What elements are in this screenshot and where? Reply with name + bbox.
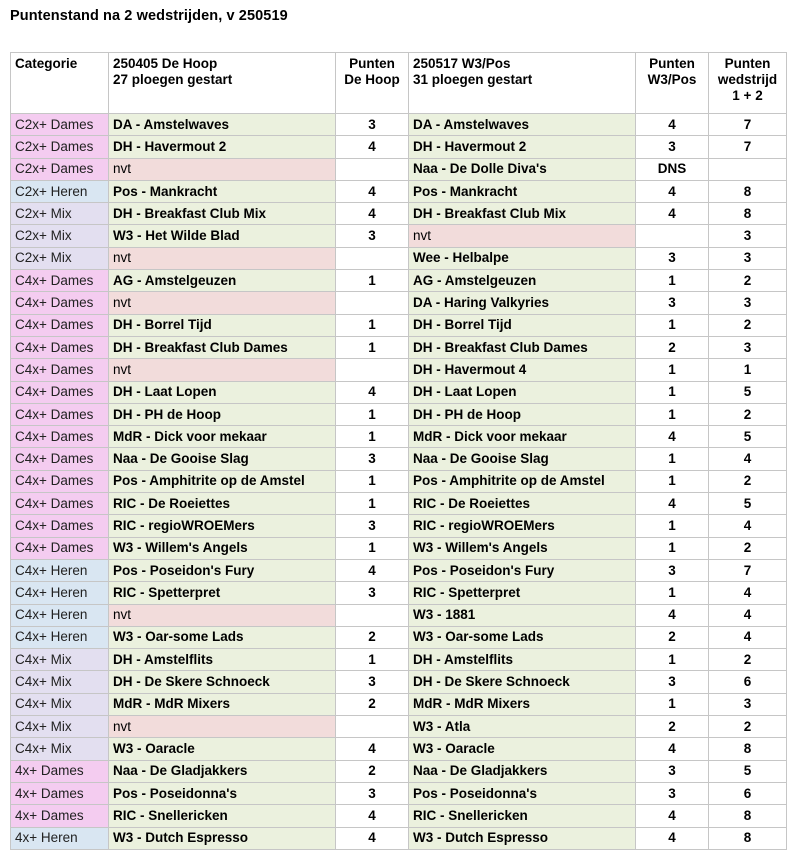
- team-race2-cell: DH - Laat Lopen: [409, 381, 636, 403]
- team-race1-cell: MdR - MdR Mixers: [109, 693, 336, 715]
- points-race1-cell: 1: [336, 403, 409, 425]
- team-race1-cell: W3 - Oar-some Lads: [109, 626, 336, 648]
- points-total-cell: 1: [709, 359, 787, 381]
- points-race1-cell: 3: [336, 671, 409, 693]
- points-race1-cell: 1: [336, 336, 409, 358]
- points-total-cell: 2: [709, 649, 787, 671]
- points-race2-cell: 3: [636, 760, 709, 782]
- team-race2-cell: RIC - Spetterpret: [409, 582, 636, 604]
- points-race2-cell: 4: [636, 180, 709, 202]
- header-race2-name: 250517 W3/Pos: [413, 56, 511, 71]
- team-race2-cell: W3 - Oar-some Lads: [409, 626, 636, 648]
- team-race2-cell: W3 - Oaracle: [409, 738, 636, 760]
- category-cell: C4x+ Heren: [11, 559, 109, 581]
- team-race1-cell: W3 - Oaracle: [109, 738, 336, 760]
- team-race2-cell: DH - Borrel Tijd: [409, 314, 636, 336]
- category-cell: C4x+ Heren: [11, 582, 109, 604]
- points-race1-cell: 4: [336, 203, 409, 225]
- table-row: [11, 626, 787, 648]
- team-race1-cell: AG - Amstelgeuzen: [109, 270, 336, 292]
- category-cell: C2x+ Mix: [11, 247, 109, 269]
- category-cell: C4x+ Dames: [11, 359, 109, 381]
- points-total-cell: 8: [709, 203, 787, 225]
- team-race1-cell: Pos - Poseidon's Fury: [109, 559, 336, 581]
- team-race2-cell: Pos - Mankracht: [409, 180, 636, 202]
- points-race2-cell: 1: [636, 314, 709, 336]
- category-cell: C4x+ Heren: [11, 604, 109, 626]
- table-row: [11, 426, 787, 448]
- points-race1-cell: 2: [336, 760, 409, 782]
- points-race2-cell: 2: [636, 626, 709, 648]
- points-total-cell: 3: [709, 693, 787, 715]
- table-row: [11, 336, 787, 358]
- points-total-cell: [709, 158, 787, 180]
- category-cell: C2x+ Dames: [11, 158, 109, 180]
- points-race1-cell: [336, 359, 409, 381]
- category-cell: C2x+ Dames: [11, 114, 109, 136]
- team-race1-cell: MdR - Dick voor mekaar: [109, 426, 336, 448]
- team-race2-cell: DH - De Skere Schnoeck: [409, 671, 636, 693]
- team-race1-cell: nvt: [109, 292, 336, 314]
- team-race2-cell: Wee - Helbalpe: [409, 247, 636, 269]
- team-race1-cell: DH - PH de Hoop: [109, 403, 336, 425]
- header-race2-started: 31 ploegen gestart: [413, 72, 533, 87]
- points-total-cell: 7: [709, 559, 787, 581]
- points-race1-cell: 3: [336, 782, 409, 804]
- table-row: [11, 314, 787, 336]
- table-row: [11, 493, 787, 515]
- table-row: [11, 716, 787, 738]
- points-total-cell: 2: [709, 403, 787, 425]
- table-row: [11, 225, 787, 247]
- category-cell: C4x+ Dames: [11, 515, 109, 537]
- team-race1-cell: DA - Amstelwaves: [109, 114, 336, 136]
- points-race1-cell: 4: [336, 381, 409, 403]
- points-race1-cell: [336, 716, 409, 738]
- points-total-cell: 5: [709, 381, 787, 403]
- points-total-cell: 2: [709, 314, 787, 336]
- category-cell: C4x+ Dames: [11, 448, 109, 470]
- points-race2-cell: 3: [636, 292, 709, 314]
- points-race2-cell: 1: [636, 515, 709, 537]
- category-cell: C4x+ Dames: [11, 381, 109, 403]
- category-cell: C4x+ Dames: [11, 493, 109, 515]
- team-race1-cell: RIC - Snellericken: [109, 805, 336, 827]
- points-race1-cell: 3: [336, 448, 409, 470]
- table-row: [11, 359, 787, 381]
- category-cell: C2x+ Mix: [11, 203, 109, 225]
- points-total-cell: 4: [709, 604, 787, 626]
- header-row: [11, 53, 787, 114]
- points-total-cell: 6: [709, 782, 787, 804]
- category-cell: C4x+ Dames: [11, 292, 109, 314]
- category-cell: C4x+ Mix: [11, 649, 109, 671]
- team-race2-cell: W3 - Dutch Espresso: [409, 827, 636, 849]
- category-cell: C4x+ Dames: [11, 336, 109, 358]
- team-race1-cell: RIC - regioWROEMers: [109, 515, 336, 537]
- points-race2-cell: 3: [636, 559, 709, 581]
- table-row: [11, 693, 787, 715]
- points-race2-cell: 4: [636, 426, 709, 448]
- category-cell: C4x+ Mix: [11, 716, 109, 738]
- team-race1-cell: DH - Breakfast Club Mix: [109, 203, 336, 225]
- table-row: [11, 827, 787, 849]
- team-race1-cell: Naa - De Gooise Slag: [109, 448, 336, 470]
- table-body: [11, 114, 787, 850]
- header-points2-line1: Punten: [649, 56, 695, 71]
- team-race1-cell: Naa - De Gladjakkers: [109, 760, 336, 782]
- table-row: [11, 381, 787, 403]
- category-cell: C4x+ Dames: [11, 314, 109, 336]
- team-race1-cell: Pos - Mankracht: [109, 180, 336, 202]
- points-race1-cell: 4: [336, 738, 409, 760]
- table-row: [11, 292, 787, 314]
- team-race2-cell: W3 - 1881: [409, 604, 636, 626]
- team-race1-cell: nvt: [109, 158, 336, 180]
- header-points1: [336, 53, 409, 114]
- points-race1-cell: 3: [336, 515, 409, 537]
- points-race2-cell: 4: [636, 114, 709, 136]
- points-race2-cell: 4: [636, 738, 709, 760]
- team-race1-cell: DH - Laat Lopen: [109, 381, 336, 403]
- header-race1-name: 250405 De Hoop: [113, 56, 218, 71]
- team-race2-cell: MdR - Dick voor mekaar: [409, 426, 636, 448]
- table-row: [11, 470, 787, 492]
- team-race2-cell: RIC - Snellericken: [409, 805, 636, 827]
- team-race2-cell: RIC - De Roeiettes: [409, 493, 636, 515]
- header-race2: [409, 53, 636, 114]
- team-race2-cell: Pos - Poseidonna's: [409, 782, 636, 804]
- table-row: [11, 738, 787, 760]
- points-total-cell: 5: [709, 760, 787, 782]
- points-race2-cell: 1: [636, 359, 709, 381]
- team-race2-cell: DH - PH de Hoop: [409, 403, 636, 425]
- team-race1-cell: W3 - Willem's Angels: [109, 537, 336, 559]
- points-race1-cell: 1: [336, 314, 409, 336]
- team-race2-cell: DA - Amstelwaves: [409, 114, 636, 136]
- table-row: [11, 760, 787, 782]
- points-race2-cell: 4: [636, 604, 709, 626]
- category-cell: C4x+ Heren: [11, 626, 109, 648]
- table-row: [11, 203, 787, 225]
- header-total-line1: Punten: [724, 56, 771, 71]
- points-total-cell: 4: [709, 515, 787, 537]
- team-race1-cell: DH - Havermout 2: [109, 136, 336, 158]
- points-total-cell: 3: [709, 247, 787, 269]
- standings-table: [10, 52, 787, 850]
- table-row: [11, 782, 787, 804]
- table-row: [11, 515, 787, 537]
- points-race1-cell: 4: [336, 559, 409, 581]
- points-race2-cell: 1: [636, 448, 709, 470]
- points-race2-cell: 1: [636, 537, 709, 559]
- team-race2-cell: DH - Havermout 2: [409, 136, 636, 158]
- points-race1-cell: 3: [336, 582, 409, 604]
- points-race2-cell: 1: [636, 582, 709, 604]
- table-row: [11, 403, 787, 425]
- table-row: [11, 671, 787, 693]
- points-race1-cell: 4: [336, 827, 409, 849]
- team-race1-cell: DH - De Skere Schnoeck: [109, 671, 336, 693]
- points-total-cell: 2: [709, 470, 787, 492]
- team-race1-cell: W3 - Dutch Espresso: [109, 827, 336, 849]
- points-race1-cell: [336, 158, 409, 180]
- points-race1-cell: 1: [336, 426, 409, 448]
- header-points1-line1: Punten: [349, 56, 395, 71]
- points-race2-cell: 2: [636, 336, 709, 358]
- table-row: [11, 158, 787, 180]
- points-race1-cell: [336, 604, 409, 626]
- points-race2-cell: 3: [636, 671, 709, 693]
- points-total-cell: 8: [709, 738, 787, 760]
- points-race1-cell: 4: [336, 136, 409, 158]
- points-total-cell: 3: [709, 292, 787, 314]
- category-cell: C4x+ Dames: [11, 403, 109, 425]
- category-cell: 4x+ Dames: [11, 805, 109, 827]
- category-cell: 4x+ Dames: [11, 760, 109, 782]
- points-total-cell: 4: [709, 448, 787, 470]
- team-race2-cell: RIC - regioWROEMers: [409, 515, 636, 537]
- category-cell: C4x+ Mix: [11, 738, 109, 760]
- category-cell: C4x+ Dames: [11, 270, 109, 292]
- table-row: [11, 180, 787, 202]
- category-cell: C4x+ Dames: [11, 426, 109, 448]
- points-race2-cell: 1: [636, 403, 709, 425]
- page-title: Puntenstand na 2 wedstrijden, v 250519: [10, 8, 288, 24]
- header-total-line3: 1 + 2: [732, 88, 763, 103]
- category-cell: C4x+ Dames: [11, 537, 109, 559]
- category-cell: 4x+ Dames: [11, 782, 109, 804]
- points-race2-cell: 1: [636, 381, 709, 403]
- team-race2-cell: DH - Havermout 4: [409, 359, 636, 381]
- points-total-cell: 6: [709, 671, 787, 693]
- team-race2-cell: DH - Breakfast Club Dames: [409, 336, 636, 358]
- points-race2-cell: 4: [636, 203, 709, 225]
- points-race1-cell: [336, 247, 409, 269]
- table-row: [11, 805, 787, 827]
- header-categorie: Categorie: [11, 53, 109, 114]
- team-race1-cell: Pos - Amphitrite op de Amstel: [109, 470, 336, 492]
- points-race1-cell: 2: [336, 693, 409, 715]
- points-race2-cell: 4: [636, 827, 709, 849]
- header-points2: [636, 53, 709, 114]
- points-race1-cell: 1: [336, 649, 409, 671]
- points-total-cell: 7: [709, 114, 787, 136]
- team-race1-cell: W3 - Het Wilde Blad: [109, 225, 336, 247]
- header-total-line2: wedstrijd: [717, 72, 778, 87]
- table-row: [11, 582, 787, 604]
- team-race1-cell: RIC - Spetterpret: [109, 582, 336, 604]
- points-race2-cell: 3: [636, 136, 709, 158]
- points-total-cell: 2: [709, 537, 787, 559]
- points-total-cell: 3: [709, 336, 787, 358]
- team-race2-cell: Naa - De Dolle Diva's: [409, 158, 636, 180]
- table-row: [11, 247, 787, 269]
- points-total-cell: 8: [709, 827, 787, 849]
- points-race1-cell: 2: [336, 626, 409, 648]
- team-race2-cell: DH - Amstelflits: [409, 649, 636, 671]
- points-total-cell: 4: [709, 582, 787, 604]
- team-race2-cell: Naa - De Gooise Slag: [409, 448, 636, 470]
- points-total-cell: 8: [709, 180, 787, 202]
- table-row: [11, 537, 787, 559]
- team-race2-cell: Pos - Poseidon's Fury: [409, 559, 636, 581]
- table-row: [11, 604, 787, 626]
- points-race2-cell: 1: [636, 470, 709, 492]
- team-race1-cell: RIC - De Roeiettes: [109, 493, 336, 515]
- team-race2-cell: DH - Breakfast Club Mix: [409, 203, 636, 225]
- points-race2-cell: [636, 225, 709, 247]
- category-cell: C4x+ Mix: [11, 693, 109, 715]
- team-race1-cell: Pos - Poseidonna's: [109, 782, 336, 804]
- points-race1-cell: 1: [336, 470, 409, 492]
- points-race1-cell: 1: [336, 537, 409, 559]
- points-race2-cell: 3: [636, 247, 709, 269]
- header-race1-started: 27 ploegen gestart: [113, 72, 233, 87]
- table-row: [11, 448, 787, 470]
- points-race2-cell: 4: [636, 493, 709, 515]
- points-race2-cell: 1: [636, 649, 709, 671]
- points-race1-cell: 1: [336, 493, 409, 515]
- points-race1-cell: [336, 292, 409, 314]
- points-total-cell: 4: [709, 626, 787, 648]
- points-total-cell: 5: [709, 426, 787, 448]
- points-total-cell: 7: [709, 136, 787, 158]
- category-cell: C4x+ Mix: [11, 671, 109, 693]
- points-race2-cell: 3: [636, 782, 709, 804]
- points-total-cell: 2: [709, 716, 787, 738]
- points-race2-cell: 4: [636, 805, 709, 827]
- header-race1: [109, 53, 336, 114]
- table-row: [11, 114, 787, 136]
- header-total: [709, 53, 787, 114]
- team-race2-cell: nvt: [409, 225, 636, 247]
- points-total-cell: 8: [709, 805, 787, 827]
- team-race2-cell: Naa - De Gladjakkers: [409, 760, 636, 782]
- category-cell: C2x+ Heren: [11, 180, 109, 202]
- category-cell: C2x+ Mix: [11, 225, 109, 247]
- team-race1-cell: nvt: [109, 359, 336, 381]
- category-cell: C4x+ Dames: [11, 470, 109, 492]
- points-total-cell: 2: [709, 270, 787, 292]
- points-race2-cell: 1: [636, 270, 709, 292]
- team-race1-cell: DH - Breakfast Club Dames: [109, 336, 336, 358]
- team-race2-cell: Pos - Amphitrite op de Amstel: [409, 470, 636, 492]
- team-race1-cell: nvt: [109, 604, 336, 626]
- team-race2-cell: AG - Amstelgeuzen: [409, 270, 636, 292]
- points-race1-cell: 3: [336, 225, 409, 247]
- points-race2-cell: 1: [636, 693, 709, 715]
- points-race1-cell: 4: [336, 805, 409, 827]
- table-row: [11, 649, 787, 671]
- table-row: [11, 559, 787, 581]
- category-cell: C2x+ Dames: [11, 136, 109, 158]
- team-race2-cell: DA - Haring Valkyries: [409, 292, 636, 314]
- points-race1-cell: 4: [336, 180, 409, 202]
- team-race2-cell: W3 - Willem's Angels: [409, 537, 636, 559]
- category-cell: 4x+ Heren: [11, 827, 109, 849]
- team-race1-cell: DH - Borrel Tijd: [109, 314, 336, 336]
- points-race1-cell: 3: [336, 114, 409, 136]
- points-total-cell: 5: [709, 493, 787, 515]
- team-race1-cell: nvt: [109, 247, 336, 269]
- team-race2-cell: W3 - Atla: [409, 716, 636, 738]
- points-total-cell: 3: [709, 225, 787, 247]
- points-race2-cell: 2: [636, 716, 709, 738]
- points-race1-cell: 1: [336, 270, 409, 292]
- points-race2-cell: DNS: [636, 158, 709, 180]
- team-race2-cell: MdR - MdR Mixers: [409, 693, 636, 715]
- header-points1-line2: De Hoop: [344, 72, 400, 87]
- table-row: [11, 136, 787, 158]
- team-race1-cell: DH - Amstelflits: [109, 649, 336, 671]
- header-points2-line2: W3/Pos: [647, 72, 697, 87]
- table-row: [11, 270, 787, 292]
- team-race1-cell: nvt: [109, 716, 336, 738]
